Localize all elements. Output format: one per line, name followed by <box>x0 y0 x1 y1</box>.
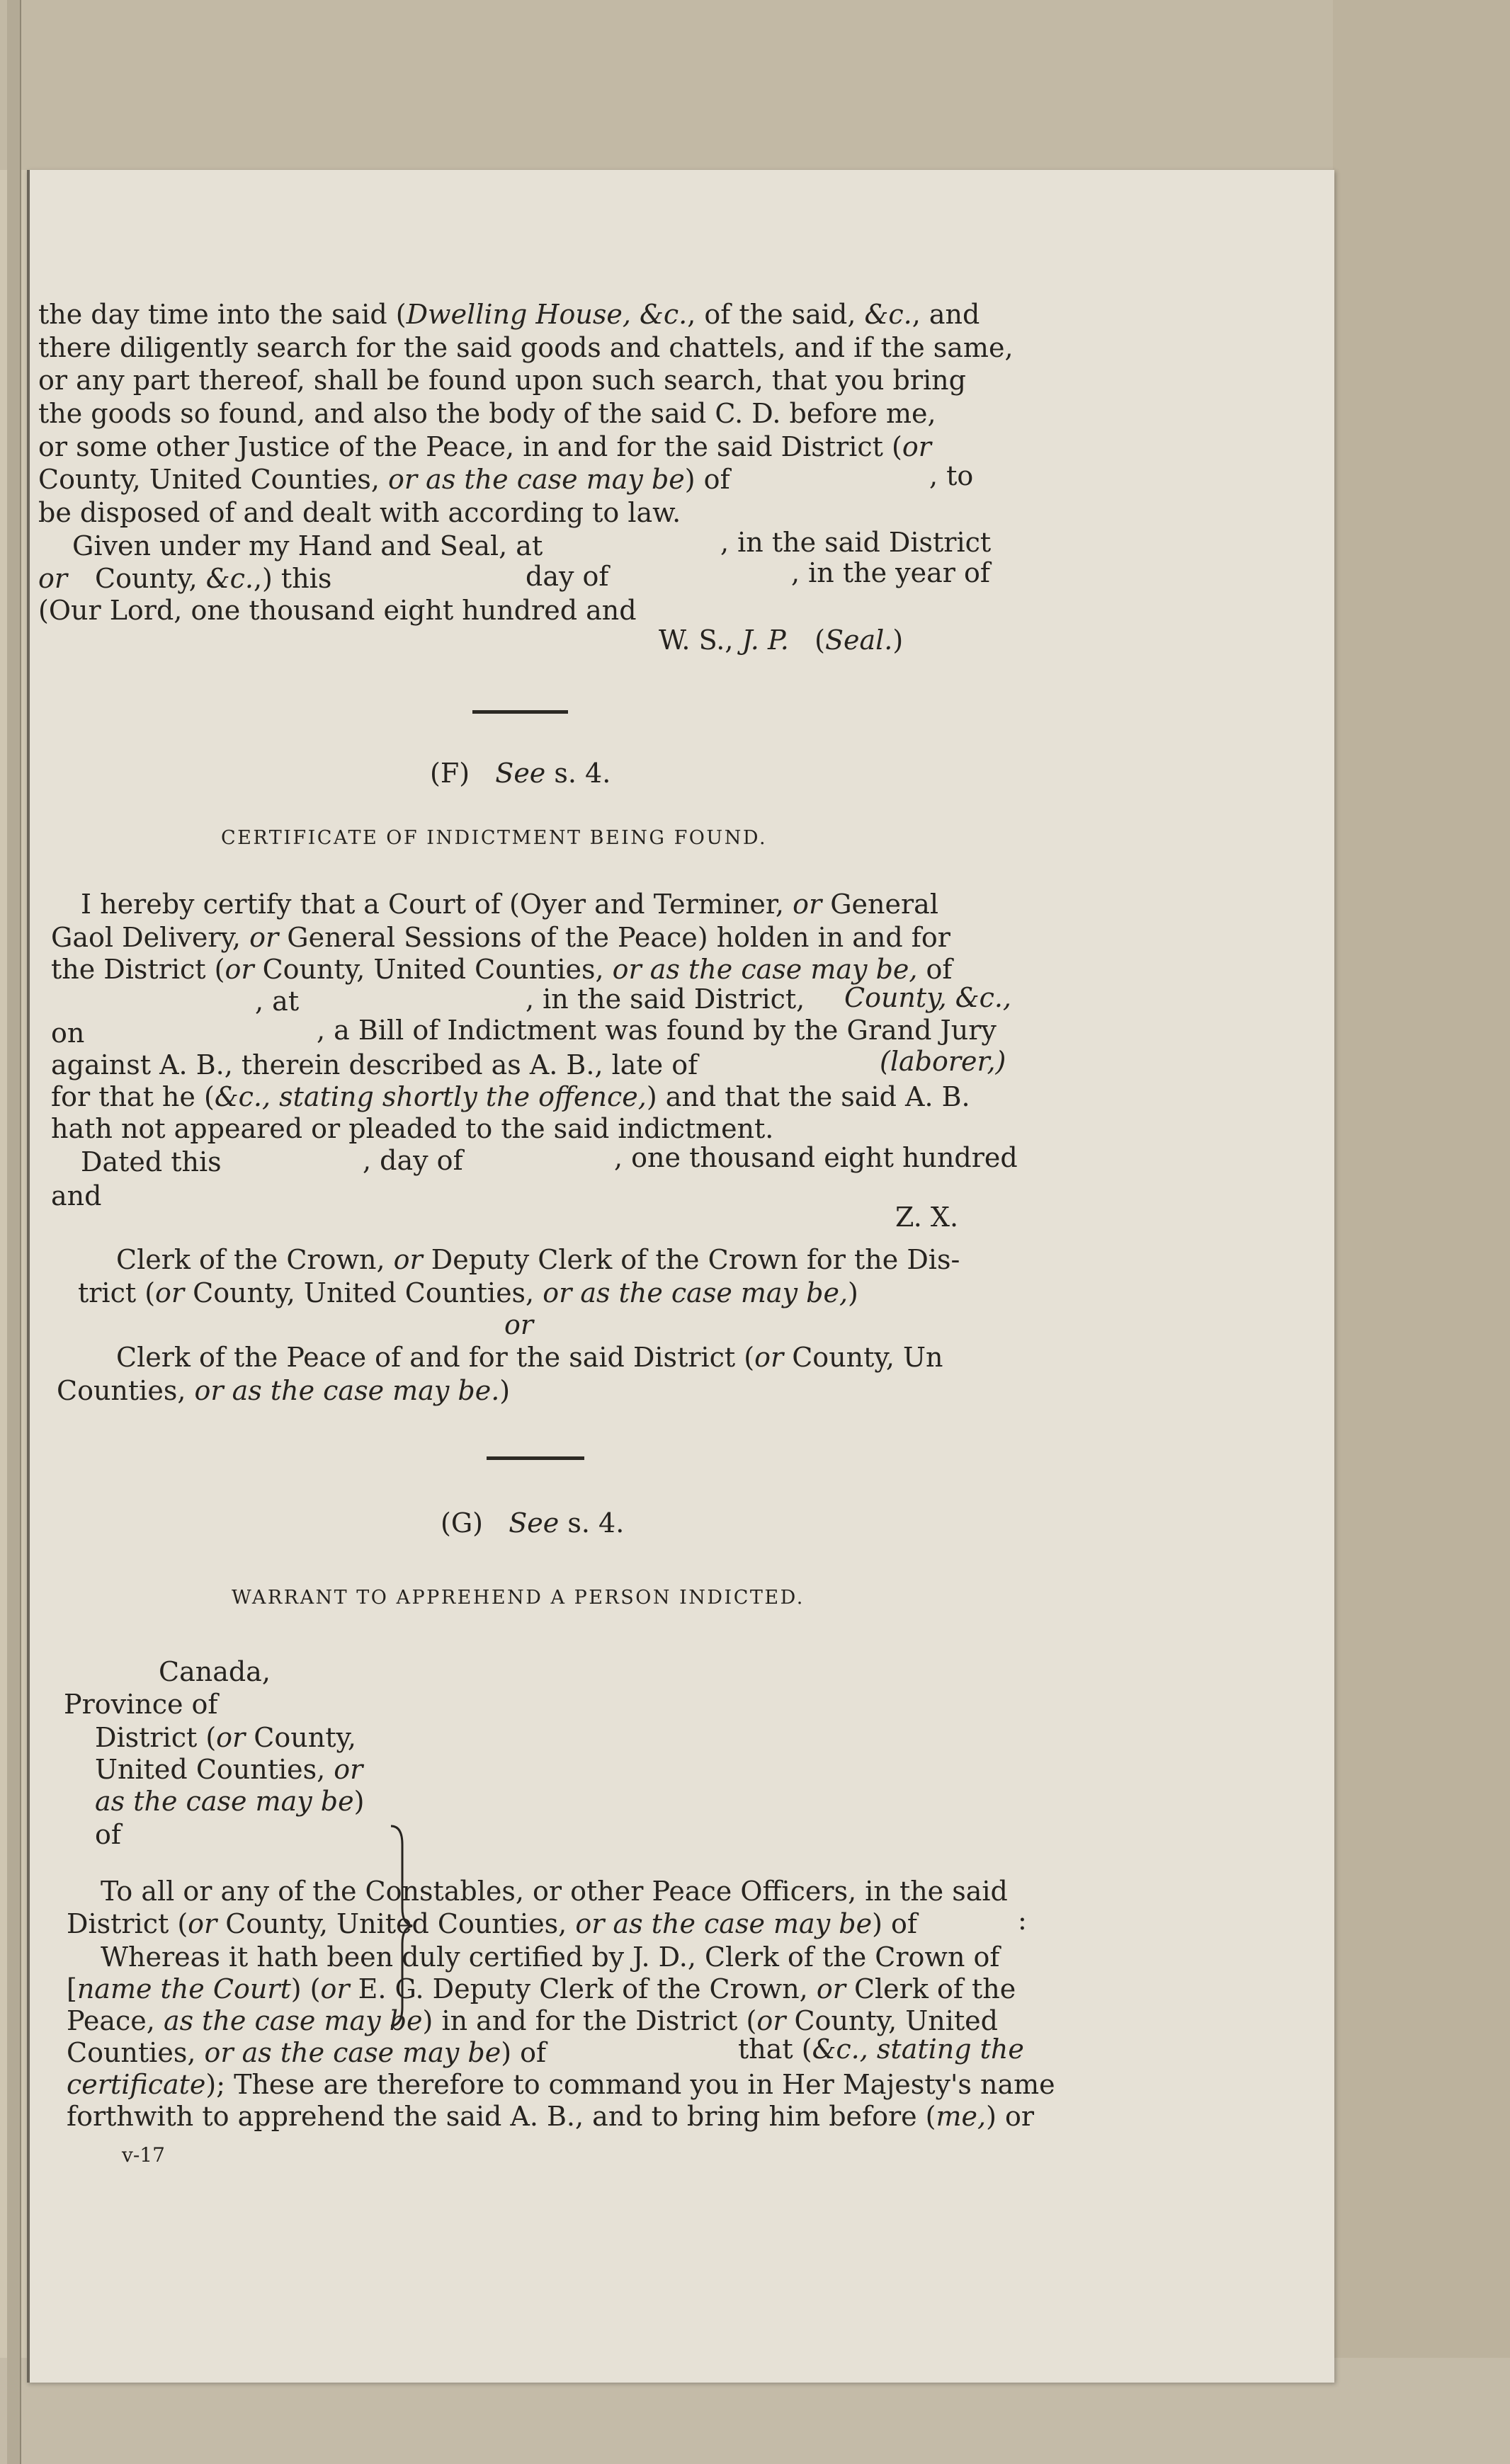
text-line: Counties, or as the case may be.) <box>57 1375 511 1406</box>
text-line: Given under my Hand and Seal, at <box>72 530 543 561</box>
text-line: Clerk of the Crown, or Deputy Clerk of the Crown for the Dis- <box>116 1244 960 1275</box>
section-heading: (G) See s. 4. <box>441 1507 625 1539</box>
text-line: , to <box>929 460 974 491</box>
text-line: Clerk of the Peace of and for the said District (or County, Un <box>116 1342 943 1373</box>
venue-line: as the case may be) <box>95 1786 365 1817</box>
text-line: , in the said District <box>720 527 992 558</box>
background-right <box>1333 0 1510 2464</box>
signature-clerk: Z. X. <box>895 1202 959 1233</box>
text-line: or <box>504 1309 534 1340</box>
text-line: To all or any of the Constables, or other Peace Officers, in the said <box>101 1876 1008 1907</box>
venue-line: Province of <box>64 1689 218 1720</box>
text-line: or some other Justice of the Peace, in and for the said District (or <box>38 431 931 462</box>
text-line: the goods so found, and also the body of the said C. D. before me, <box>38 398 936 429</box>
text-line: certificate); These are therefore to command you in Her Majesty's name <box>67 2069 1055 2100</box>
section-title: CERTIFICATE OF INDICTMENT BEING FOUND. <box>221 827 768 849</box>
text-line: , a Bill of Indictment was found by the Grand Jury <box>317 1015 997 1046</box>
text-line: that (&c., stating the <box>738 2034 1024 2065</box>
page-number: v-17 <box>122 2143 165 2167</box>
venue-line: Canada, <box>159 1656 271 1687</box>
text-line: County, &c., <box>844 982 1012 1013</box>
text-line: Dated this <box>81 1146 222 1177</box>
document-page <box>27 170 1334 2383</box>
book-binding <box>7 0 21 2464</box>
section-divider <box>487 1456 584 1460</box>
text-line: (Our Lord, one thousand eight hundred and <box>38 595 637 626</box>
section-title: WARRANT TO APPREHEND A PERSON INDICTED. <box>232 1587 805 1609</box>
text-line: be disposed of and dealt with according to law. <box>38 497 681 528</box>
text-line: , in the said District, <box>526 983 805 1015</box>
background-top <box>0 0 1510 170</box>
text-line: trict (or County, United Counties, or as the case may be,) <box>78 1277 858 1308</box>
text-line: hath not appeared or pleaded to the said indictment. <box>51 1113 774 1144</box>
text-line: or <box>38 563 68 594</box>
text-line: : <box>1018 1905 1027 1936</box>
text-line: for that he (&c., stating shortly the offence,) and that the said A. B. <box>51 1081 970 1112</box>
text-line: , in the year of <box>791 557 990 588</box>
section-heading: (F) See s. 4. <box>430 758 611 789</box>
text-line: the day time into the said (Dwelling House, &c., of the said, &c., and <box>38 299 980 330</box>
text-line: District (or County, United Counties, or as the case may be) of <box>67 1908 917 1939</box>
venue-line: United Counties, or <box>95 1754 363 1785</box>
text-line: (laborer,) <box>880 1046 1006 1077</box>
section-divider <box>472 710 568 714</box>
text-line: against A. B., therein described as A. B., late of <box>51 1049 698 1080</box>
text-line: there diligently search for the said goods and chattels, and if the same, <box>38 332 1014 363</box>
text-line: , one thousand eight hundred <box>614 1142 1018 1173</box>
text-line: , day of <box>363 1145 463 1176</box>
text-line: on <box>51 1017 85 1049</box>
text-line: Gaol Delivery, or General Sessions of the Peace) holden in and for <box>51 922 950 953</box>
text-line: I hereby certify that a Court of (Oyer and Terminer, or General <box>81 889 938 920</box>
text-line: forthwith to apprehend the said A. B., and to bring him before (me,) or <box>67 2101 1035 2132</box>
text-line: and <box>51 1180 102 1211</box>
text-line: County, &c.,) this <box>95 563 332 594</box>
text-line: Peace, as the case may be) in and for the District (or County, United <box>67 2005 998 2036</box>
text-line: [name the Court) (or E. G. Deputy Clerk of the Crown, or Clerk of the <box>67 1973 1016 2004</box>
venue-line: District (or County, <box>95 1722 356 1753</box>
text-line: Counties, or as the case may be) of <box>67 2037 547 2068</box>
text-line: or any part thereof, shall be found upon such search, that you bring <box>38 365 966 396</box>
text-line: Whereas it hath been duly certified by J. D., Clerk of the Crown of <box>101 1941 1000 1973</box>
text-line: the District (or County, United Counties, or as the case may be, of <box>51 954 953 985</box>
text-line: County, United Counties, or as the case may be) of <box>38 464 730 495</box>
signature-jp: W. S., J. P. (Seal.) <box>659 624 904 656</box>
text-line: , at <box>255 986 300 1017</box>
venue-line: of <box>95 1819 121 1850</box>
text-line: day of <box>526 561 609 592</box>
